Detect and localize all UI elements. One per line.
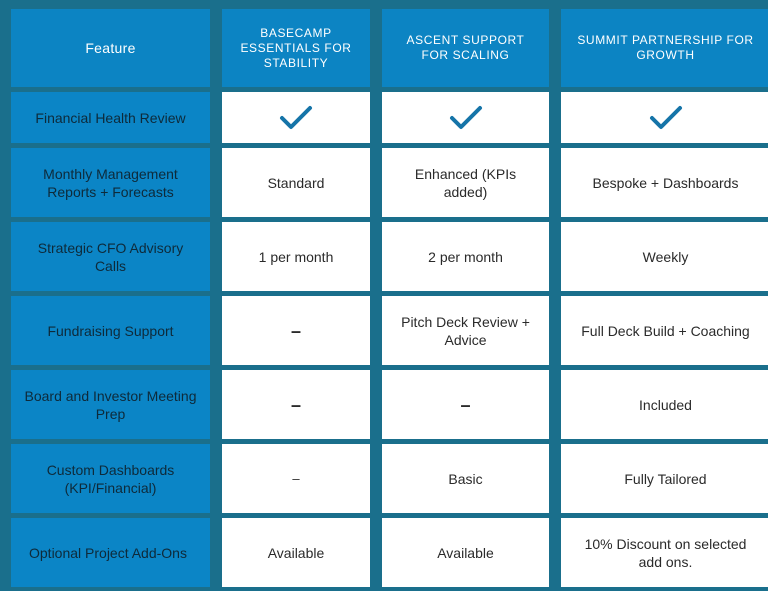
feature-label: Board and Investor Meeting Prep (11, 370, 210, 439)
dash-cell: – (222, 444, 370, 513)
plan-header-summit: SUMMIT PARTNERSHIP FOR GROWTH (561, 9, 768, 87)
check-cell (382, 92, 549, 143)
value-cell: 1 per month (222, 222, 370, 291)
check-icon (649, 105, 683, 131)
feature-label: Optional Project Add-Ons (11, 518, 210, 587)
dash-cell: – (222, 370, 370, 439)
feature-label: Strategic CFO Advisory Calls (11, 222, 210, 291)
feature-column-header: Feature (11, 9, 210, 87)
dash-cell: – (222, 296, 370, 365)
value-cell: 10% Discount on selected add ons. (561, 518, 768, 587)
value-cell: Included (561, 370, 768, 439)
value-cell: Enhanced (KPIs added) (382, 148, 549, 217)
feature-label: Custom Dashboards (KPI/Financial) (11, 444, 210, 513)
feature-label: Financial Health Review (11, 92, 210, 143)
value-cell: Basic (382, 444, 549, 513)
plan-comparison-table (11, 9, 768, 587)
value-cell: Standard (222, 148, 370, 217)
feature-label: Fundraising Support (11, 296, 210, 365)
value-cell: Fully Tailored (561, 444, 768, 513)
dash-cell: – (382, 370, 549, 439)
check-cell (561, 92, 768, 143)
value-cell: Weekly (561, 222, 768, 291)
value-cell: Bespoke + Dashboards (561, 148, 768, 217)
plan-header-basecamp: BASECAMP ESSENTIALS FOR STABILITY (222, 9, 370, 87)
check-cell (222, 92, 370, 143)
check-icon (449, 105, 483, 131)
value-cell: Pitch Deck Review + Advice (382, 296, 549, 365)
plan-header-ascent: ASCENT SUPPORT FOR SCALING (382, 9, 549, 87)
value-cell: Available (382, 518, 549, 587)
value-cell: Full Deck Build + Coaching (561, 296, 768, 365)
value-cell: Available (222, 518, 370, 587)
value-cell: 2 per month (382, 222, 549, 291)
check-icon (279, 105, 313, 131)
feature-label: Monthly Management Reports + Forecasts (11, 148, 210, 217)
